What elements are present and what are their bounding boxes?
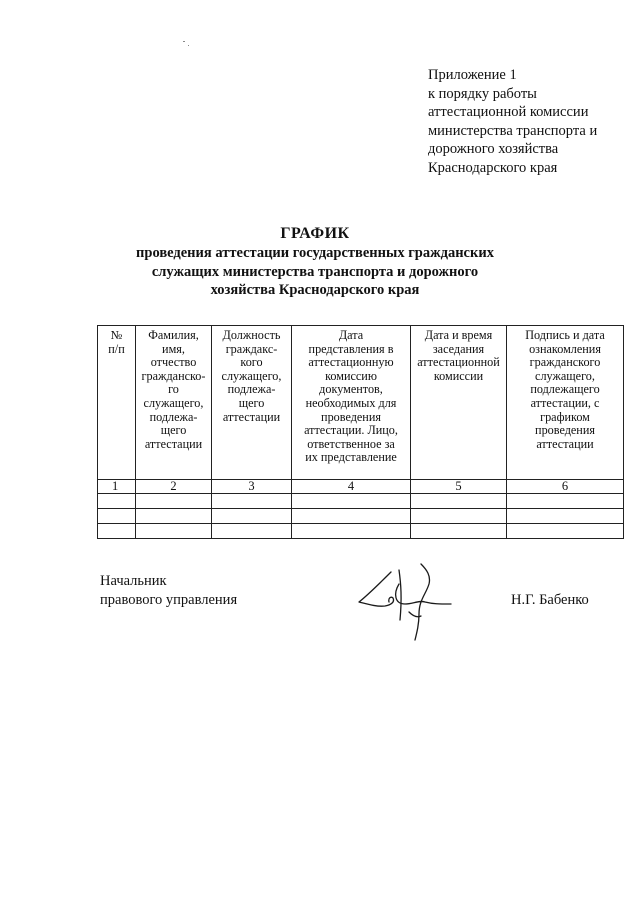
header-line: аттестации [536, 436, 594, 451]
header-line: ответственное за [307, 436, 395, 451]
header-line: комиссии [433, 368, 484, 383]
position-line: Начальник [100, 573, 167, 589]
table-row [98, 494, 624, 509]
header-full-name [136, 326, 212, 480]
table-cell [136, 494, 212, 509]
header-line: аттестации [144, 436, 203, 451]
header-line: комиссию [325, 368, 377, 383]
scan-speck [183, 41, 185, 42]
table-header-row [98, 326, 624, 480]
table-row [98, 524, 624, 539]
table-cell [212, 494, 292, 509]
scan-speck [188, 45, 189, 46]
table-cell [411, 524, 507, 539]
header-line: служащего, [535, 368, 595, 383]
table-cell [411, 509, 507, 524]
column-number: 4 [292, 480, 411, 494]
header-line: ознакомления [529, 341, 601, 356]
signer-position [100, 572, 237, 609]
header-line: подлежа- [149, 409, 198, 424]
header-line: № [110, 328, 123, 342]
header-documents-date [292, 326, 411, 480]
annex-line: дорожного хозяйства [428, 141, 559, 157]
header-position [212, 326, 292, 480]
header-line: щего [160, 423, 187, 438]
table-cell [98, 494, 136, 509]
header-line: аттестации [222, 409, 281, 424]
table-cell [507, 494, 624, 509]
handwritten-signature [355, 560, 465, 642]
header-line: граждакс- [225, 341, 278, 356]
table-cell [292, 524, 411, 539]
table-cell [411, 494, 507, 509]
table-cell [292, 509, 411, 524]
annex-line: министерства транспорта и [428, 122, 598, 139]
header-line: проведения [321, 409, 381, 424]
header-line: Фамилия, [148, 328, 199, 342]
header-line: необходимых для [305, 395, 397, 410]
column-number: 1 [98, 480, 136, 494]
header-line: служащего, [221, 368, 282, 383]
header-line: аттестации. Лицо, [304, 423, 398, 438]
annex-line: Краснодарского края [428, 159, 558, 176]
header-line: Подпись и дата [525, 328, 605, 342]
header-meeting-datetime [411, 326, 507, 480]
header-line: их представление [305, 450, 397, 465]
header-line: Должность [222, 328, 281, 342]
subtitle-line: проведения аттестации государственных гражданских [136, 245, 494, 261]
header-line: документов, [319, 382, 383, 397]
header-line: Дата [338, 328, 364, 342]
header-line: отчество [150, 355, 197, 370]
table-cell [507, 509, 624, 524]
signer-name: Н.Г. Бабенко [511, 592, 589, 608]
header-line: имя, [162, 341, 185, 356]
subtitle-line: хозяйства Краснодарского края [210, 282, 420, 298]
table-cell [136, 524, 212, 539]
header-line: графиком [540, 409, 590, 424]
header-line: гражданско- [141, 368, 206, 383]
annex-line: Приложение 1 [428, 67, 517, 83]
header-line: аттестации, с [530, 395, 600, 410]
header-signature-date [507, 326, 624, 480]
header-line: кого [240, 355, 263, 370]
header-line: Дата и время [424, 328, 493, 342]
header-line: подлежащего [530, 382, 600, 397]
annex-line: аттестационной комиссии [428, 104, 589, 120]
header-line: го [168, 382, 179, 397]
table-cell [292, 494, 411, 509]
column-number: 5 [411, 480, 507, 494]
header-line: служащего, [143, 395, 204, 410]
table-cell [212, 509, 292, 524]
table-cell [98, 509, 136, 524]
attestation-schedule-table [97, 325, 624, 539]
column-number: 6 [507, 480, 624, 494]
header-line: проведения [535, 423, 595, 438]
column-number-row [98, 480, 624, 494]
annex-note [428, 66, 628, 177]
header-line: подлежа- [227, 382, 276, 397]
header-line: аттестационной [417, 355, 500, 370]
table-cell [98, 524, 136, 539]
column-number: 3 [212, 480, 292, 494]
table-cell [136, 509, 212, 524]
annex-line: к порядку работы [428, 85, 537, 102]
header-line: гражданского [529, 355, 601, 370]
title-subtitle [100, 244, 530, 300]
header-line: п/п [108, 341, 125, 356]
header-line: аттестационную [308, 355, 394, 370]
title-main: ГРАФИК [280, 225, 350, 242]
header-number [98, 326, 136, 480]
header-line: представления в [308, 341, 394, 356]
header-line: заседания [432, 341, 485, 356]
table-cell [212, 524, 292, 539]
subtitle-line: служащих министерства транспорта и дорожного [151, 263, 479, 280]
table-row [98, 509, 624, 524]
column-number: 2 [136, 480, 212, 494]
document-title [100, 224, 530, 300]
position-line: правового управления [100, 591, 238, 608]
header-line: щего [238, 395, 265, 410]
table-cell [507, 524, 624, 539]
